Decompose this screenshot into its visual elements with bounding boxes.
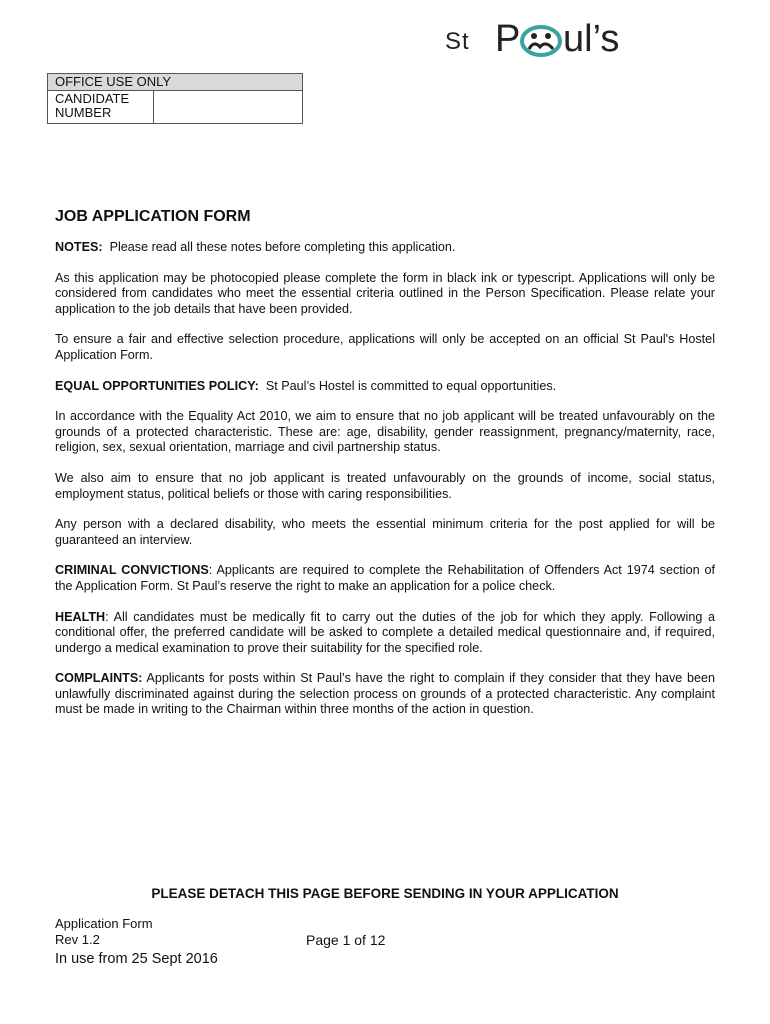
equal-opportunities-label: EQUAL OPPORTUNITIES POLICY: — [55, 378, 259, 393]
candidate-number-label: CANDIDATE NUMBER — [48, 91, 154, 123]
health-label: HEALTH — [55, 609, 106, 624]
equal-opportunities-paragraph — [55, 379, 715, 395]
complaints-label: COMPLAINTS: — [55, 671, 143, 686]
equal-opportunities-text: St Paul’s Hostel is committed to equal opportunities. — [265, 378, 557, 393]
criminal-convictions-text: : Applicants are required to complete the Rehabilitation of Offenders Act 1974 section of the Application Form. St Paul’s reserve the right to make an application for a police check. — [55, 563, 716, 593]
logo-text-st: St — [445, 28, 470, 55]
footer-form-name: Application Form — [55, 916, 153, 931]
criminal-convictions-paragraph — [55, 563, 715, 594]
people-circle-icon — [519, 23, 563, 59]
page-footer — [55, 916, 218, 967]
photocopy-paragraph: As this application may be photocopied please complete the form in black ink or typescript. Applications will only be considered from candidates who meet the essential criteria outlined in the Person Specification. Please relate your application to the job details that have been provided. — [55, 270, 715, 316]
logo-text-uls: ul’s — [563, 18, 620, 60]
official-form-paragraph: To ensure a fair and effective selection procedure, applications will only be accepted on an official St Paul's Hostel Application Form. — [55, 332, 715, 362]
disability-interview-paragraph: Any person with a declared disability, who meets the essential minimum criteria for the post applied for will be guaranteed an interview. — [55, 517, 715, 547]
complaints-paragraph — [55, 671, 715, 718]
office-use-header: OFFICE USE ONLY — [48, 74, 302, 91]
health-paragraph — [55, 610, 715, 657]
footer-revision: Rev 1.2 — [55, 932, 100, 947]
notes-section — [55, 207, 715, 733]
logo-text-p: P — [495, 18, 521, 60]
page-title: JOB APPLICATION FORM — [55, 208, 251, 225]
equality-act-paragraph: In accordance with the Equality Act 2010, we aim to ensure that no job applicant will be treated unfavourably on the grounds of a protected characteristic. These are: age, disability, gender reassignment, pregnancy/maternity, race, religion, sex, sexual orientation, marriage and civil partnership status. — [55, 409, 715, 455]
candidate-number-field[interactable] — [154, 91, 302, 123]
unfavourable-treatment-paragraph: We also aim to ensure that no job applicant is treated unfavourably on the grounds of income, social status, employment status, political beliefs or those with caring responsibilities. — [55, 470, 715, 501]
footer-in-use-date: In use from 25 Sept 2016 — [55, 951, 218, 967]
st-pauls-logo — [445, 20, 680, 62]
notes-label: NOTES: — [55, 240, 103, 254]
complaints-text: Applicants for posts within St Paul’s have the right to complain if they consider that they have been unlawfully discriminated against during the selection process on grounds of a protected characteristic. Any complaint must be made in writing to the Chairman within three months of the action in question. — [55, 671, 715, 717]
page-number: Page 1 of 12 — [306, 932, 386, 948]
health-text: : All candidates must be medically fit to carry out the duties of the job for which they apply. Following a conditional offer, the preferred candidate will be asked to complete a detailed medical questionnaire and, if required, undergo a medical examination to prove their suitability for the specified role. — [55, 609, 715, 655]
detach-notice: PLEASE DETACH THIS PAGE BEFORE SENDING IN YOUR APPLICATION — [151, 886, 619, 901]
candidate-number-row — [48, 91, 302, 123]
notes-paragraph — [55, 240, 715, 256]
office-use-box — [47, 73, 303, 124]
notes-text: Please read all these notes before completing this application. — [109, 240, 456, 254]
criminal-convictions-label: CRIMINAL CONVICTIONS — [55, 563, 209, 578]
